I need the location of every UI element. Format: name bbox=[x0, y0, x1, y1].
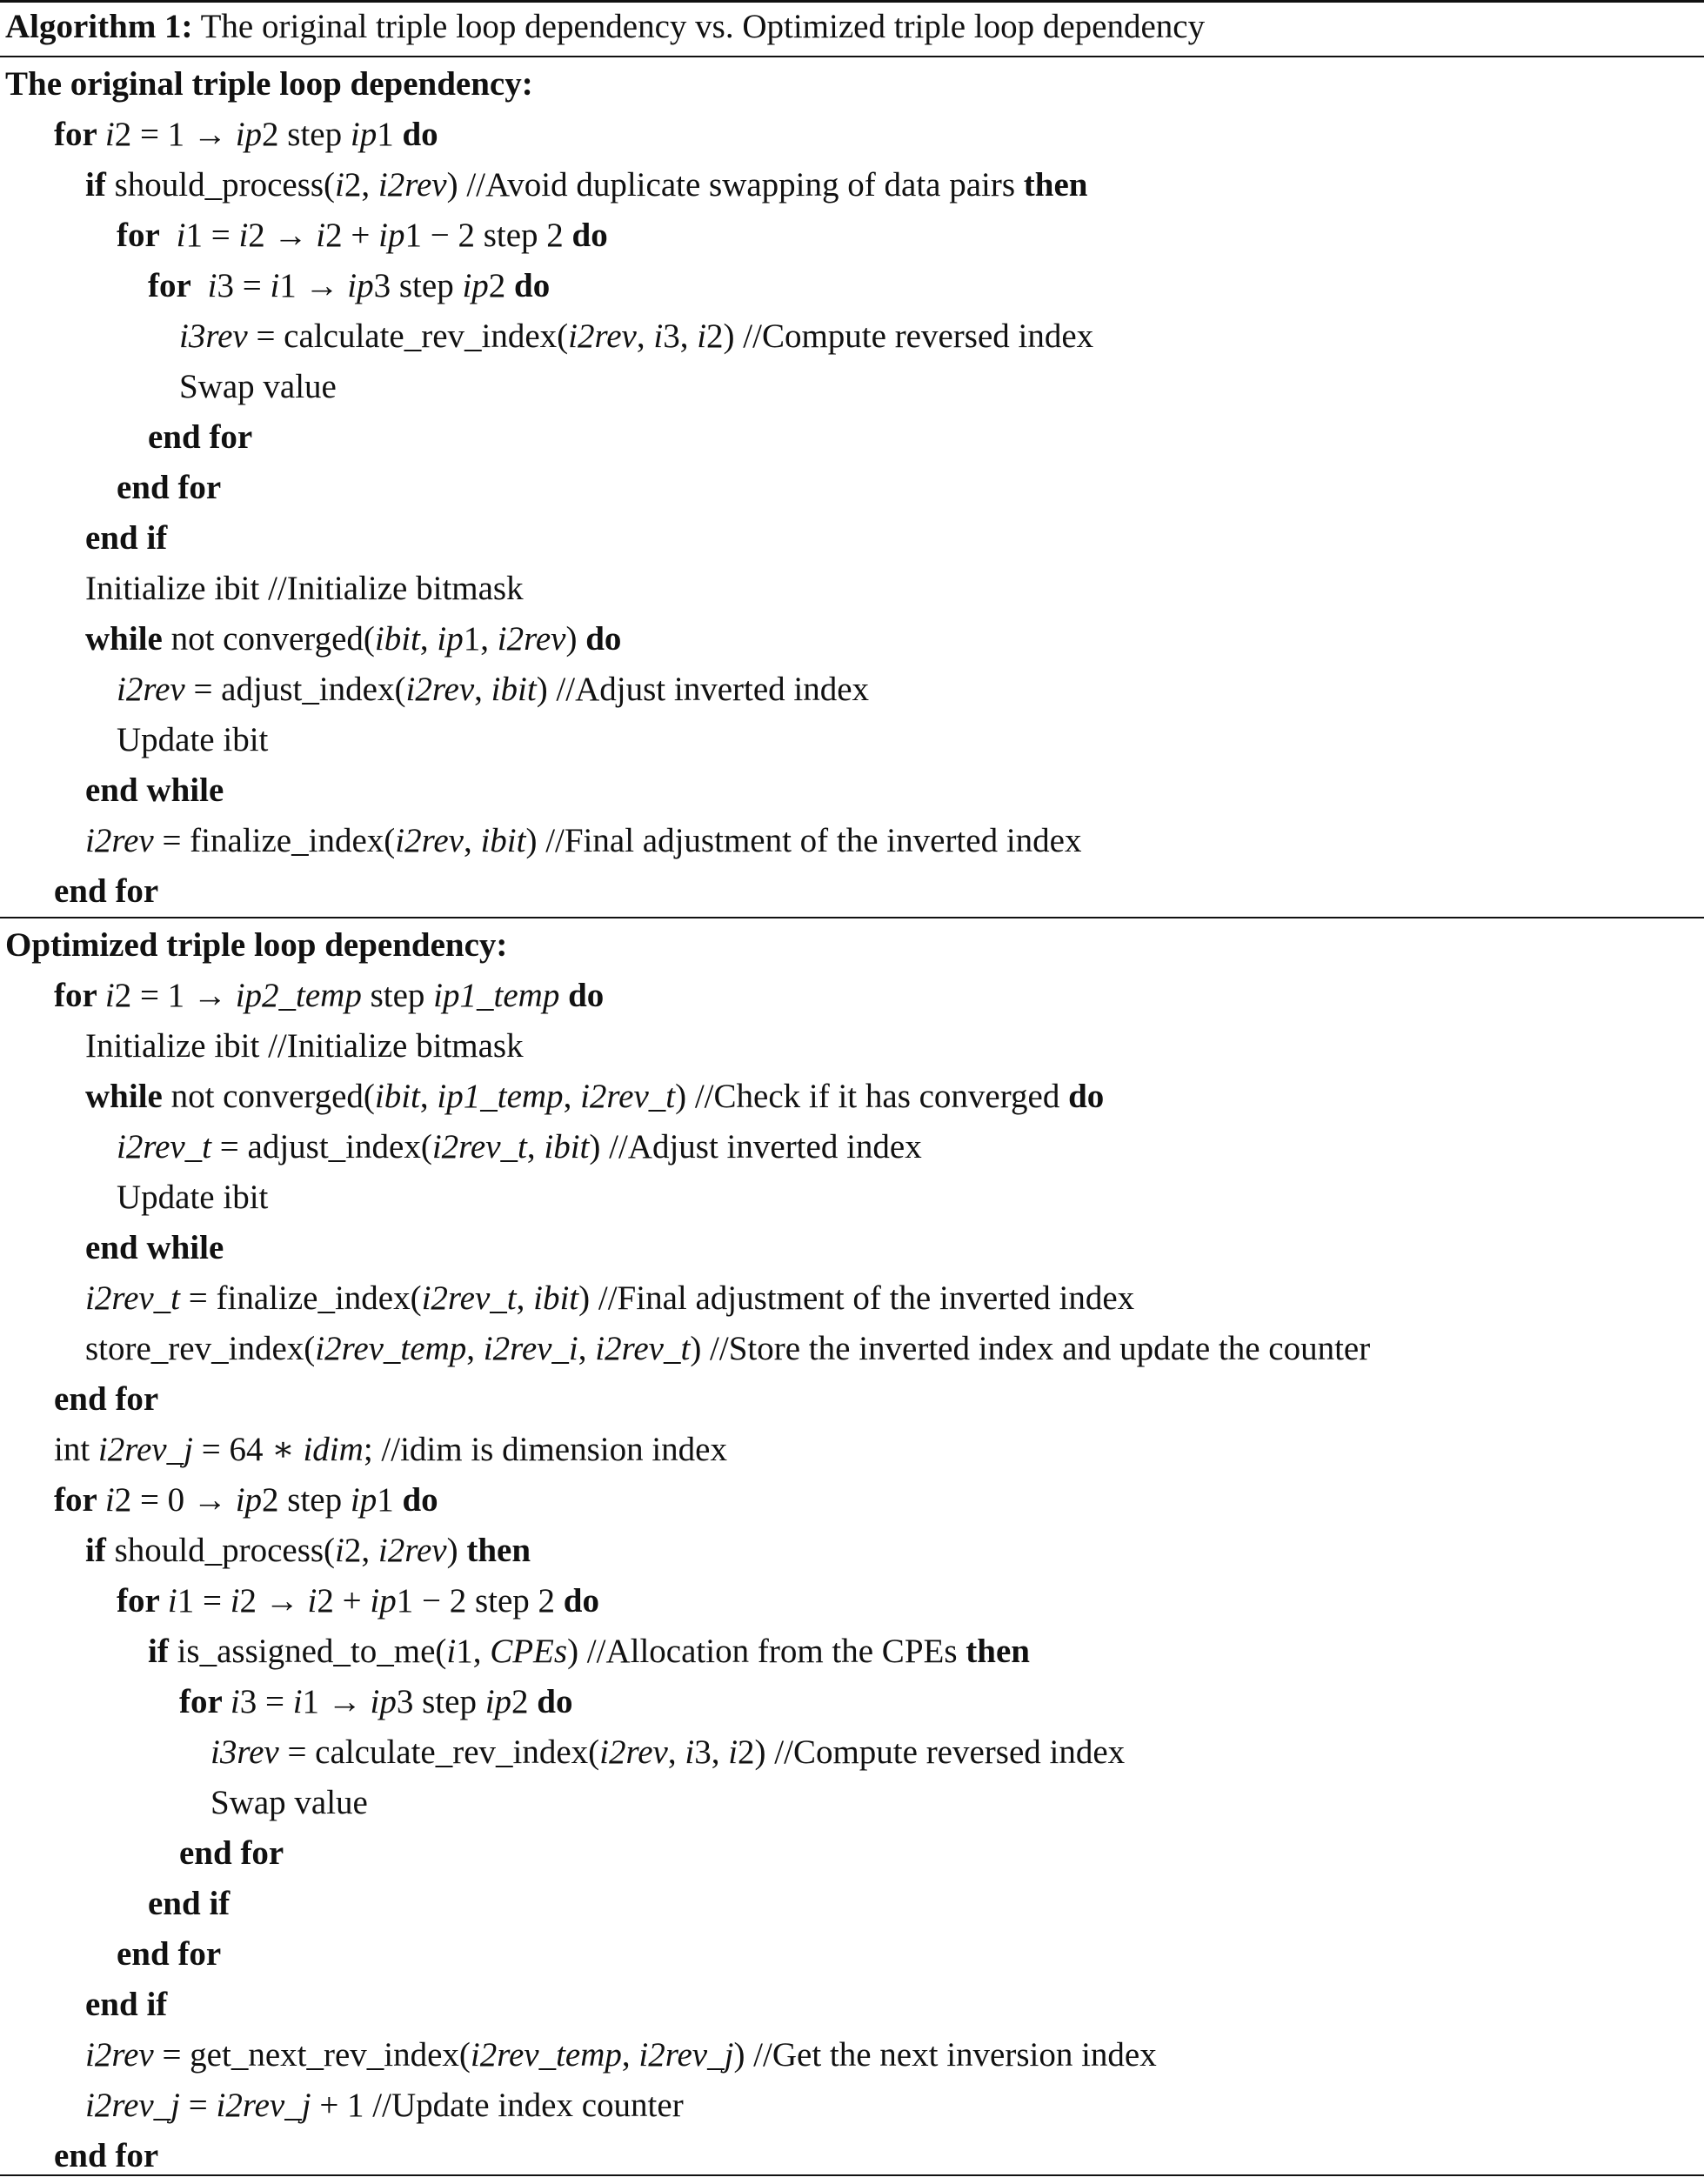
keyword: do bbox=[568, 977, 605, 1014]
variable: i bbox=[230, 1582, 240, 1620]
keyword: end for bbox=[117, 1935, 222, 1973]
variable: i2rev_t bbox=[431, 1128, 527, 1165]
code-fragment: 2 bbox=[488, 267, 515, 304]
code-fragment: 2) //Compute reversed index bbox=[738, 1733, 1126, 1771]
code-fragment: 1 − 2 step 2 bbox=[396, 1582, 564, 1620]
bottom-rule bbox=[0, 2174, 1704, 2176]
code-fragment: , bbox=[563, 1078, 581, 1115]
variable: ip bbox=[370, 1582, 397, 1620]
keyword: if bbox=[85, 166, 115, 204]
code-fragment: 2 → bbox=[239, 1582, 308, 1620]
variable: i2rev_t bbox=[580, 1078, 676, 1115]
code-fragment: should_process( bbox=[114, 1532, 336, 1569]
code-fragment: 1 → bbox=[279, 267, 348, 304]
code-fragment: 3 = bbox=[239, 1683, 293, 1720]
optimized-section-title: Optimized triple loop dependency: bbox=[5, 926, 508, 964]
code-fragment: Swap value bbox=[210, 1784, 368, 1821]
variable: i2rev bbox=[85, 822, 154, 859]
keyword: do bbox=[402, 1481, 438, 1519]
code-fragment: 2 + bbox=[325, 217, 379, 254]
code-fragment: = finalize_index( bbox=[180, 1279, 422, 1317]
code-text bbox=[85, 2030, 1157, 2080]
variable: i bbox=[104, 977, 115, 1014]
variable: i3rev bbox=[179, 317, 248, 355]
variable: i2rev_i bbox=[483, 1330, 578, 1367]
code-text bbox=[148, 412, 252, 463]
code-text bbox=[117, 665, 869, 715]
code-fragment: = get_next_rev_index( bbox=[153, 2036, 471, 2074]
variable: CPEs bbox=[490, 1633, 568, 1670]
variable: ip bbox=[350, 1481, 378, 1519]
keyword: do bbox=[1068, 1078, 1105, 1115]
keyword: end for bbox=[54, 872, 159, 910]
code-text bbox=[85, 160, 1087, 210]
keyword: end for bbox=[54, 2137, 159, 2174]
code-fragment: ) //Final adjustment of the inverted index bbox=[525, 822, 1082, 859]
code-text bbox=[85, 1072, 1104, 1122]
code-text bbox=[85, 1324, 1370, 1374]
variable: ibit bbox=[533, 1279, 579, 1317]
code-text bbox=[54, 1425, 727, 1475]
code-text bbox=[85, 1980, 167, 2030]
code-fragment: 2 + bbox=[317, 1582, 371, 1620]
variable: i2rev bbox=[599, 1733, 668, 1771]
code-fragment: ) //Adjust inverted index bbox=[589, 1128, 922, 1165]
keyword: end if bbox=[85, 519, 168, 557]
variable: ibit bbox=[480, 822, 526, 859]
code-fragment: ) //Avoid duplicate swapping of data pairs bbox=[446, 166, 1024, 204]
variable: i bbox=[685, 1733, 695, 1771]
code-fragment: 3, bbox=[694, 1733, 729, 1771]
keyword: do bbox=[585, 620, 622, 658]
code-fragment: Update ibit bbox=[117, 1179, 269, 1216]
code-text bbox=[179, 311, 1093, 362]
code-fragment: 2 → bbox=[248, 217, 317, 254]
code-text bbox=[85, 1273, 1134, 1324]
variable: i2rev bbox=[117, 671, 185, 708]
variable: ip bbox=[370, 1683, 397, 1720]
keyword: do bbox=[537, 1683, 573, 1720]
keyword: end while bbox=[85, 771, 224, 809]
code-fragment: = adjust_index( bbox=[184, 671, 406, 708]
code-text bbox=[54, 1374, 158, 1425]
code-fragment: , bbox=[419, 620, 438, 658]
keyword: do bbox=[571, 217, 608, 254]
code-fragment: 2 step bbox=[262, 116, 351, 153]
code-fragment: Initialize ibit //Initialize bitmask bbox=[85, 1027, 524, 1065]
keyword: if bbox=[148, 1633, 177, 1670]
keyword: end for bbox=[117, 469, 222, 506]
code-fragment: = calculate_rev_index( bbox=[247, 317, 569, 355]
code-text bbox=[179, 1677, 573, 1727]
variable: i2rev bbox=[378, 1532, 447, 1569]
code-fragment: is_assigned_to_me( bbox=[177, 1633, 447, 1670]
code-fragment: = calculate_rev_index( bbox=[278, 1733, 600, 1771]
code-fragment: 1 bbox=[377, 116, 403, 153]
variable: i bbox=[697, 317, 707, 355]
original-section-title: The original triple loop dependency: bbox=[5, 65, 533, 103]
variable: i bbox=[104, 1481, 115, 1519]
code-fragment: Swap value bbox=[179, 368, 337, 405]
variable: ip bbox=[437, 620, 464, 658]
code-text bbox=[85, 765, 224, 816]
keyword: then bbox=[1023, 166, 1088, 204]
variable: i bbox=[292, 1683, 303, 1720]
variable: i2rev bbox=[568, 317, 637, 355]
code-text bbox=[117, 1122, 922, 1172]
code-fragment: Update ibit bbox=[117, 721, 269, 758]
keyword: then bbox=[966, 1633, 1030, 1670]
code-text bbox=[210, 1778, 368, 1828]
code-fragment: , bbox=[526, 1128, 545, 1165]
code-text bbox=[54, 971, 604, 1021]
code-fragment: 3 = bbox=[217, 267, 271, 304]
code-text bbox=[54, 110, 438, 160]
code-fragment: , bbox=[463, 822, 481, 859]
keyword: end if bbox=[148, 1885, 231, 1922]
code-text bbox=[85, 2080, 684, 2131]
code-text bbox=[148, 1879, 230, 1929]
keyword: end for bbox=[54, 1380, 159, 1418]
variable: i bbox=[335, 166, 344, 204]
code-text bbox=[85, 564, 524, 614]
keyword: end if bbox=[85, 1986, 168, 2023]
code-fragment: , bbox=[419, 1078, 438, 1115]
code-fragment: 1, bbox=[463, 620, 498, 658]
code-fragment: , bbox=[621, 2036, 639, 2074]
variable: i2rev_t bbox=[421, 1279, 517, 1317]
code-text bbox=[54, 866, 158, 917]
keyword: end for bbox=[148, 418, 253, 456]
variable: i2rev bbox=[497, 620, 566, 658]
code-fragment: , bbox=[466, 1330, 484, 1367]
code-fragment: ) //Check if it has converged bbox=[675, 1078, 1069, 1115]
code-text bbox=[117, 715, 268, 765]
code-fragment: , bbox=[667, 1733, 685, 1771]
keyword: for bbox=[179, 1683, 231, 1720]
code-text bbox=[85, 1526, 531, 1576]
keyword: for bbox=[54, 1481, 105, 1519]
code-fragment: = adjust_index( bbox=[211, 1128, 432, 1165]
keyword: if bbox=[85, 1532, 115, 1569]
variable: i bbox=[653, 317, 664, 355]
caption-text: The original triple loop dependency vs. Optimized triple loop dependency bbox=[192, 8, 1206, 45]
code-fragment: 2 = 1 → bbox=[114, 116, 236, 153]
keyword: for bbox=[117, 217, 177, 254]
code-fragment: 2 step bbox=[262, 1481, 351, 1519]
code-text bbox=[179, 1828, 284, 1879]
variable: ibit bbox=[544, 1128, 590, 1165]
variable: i2rev_j bbox=[85, 2087, 181, 2124]
variable: i2rev_t bbox=[117, 1128, 212, 1165]
section-divider-rule bbox=[0, 917, 1704, 918]
variable: ip1_temp bbox=[437, 1078, 564, 1115]
keyword: do bbox=[402, 116, 438, 153]
variable: i2rev bbox=[395, 822, 464, 859]
variable: i2rev_j bbox=[216, 2087, 311, 2124]
variable: ip bbox=[235, 116, 263, 153]
code-fragment: = 64 ∗ bbox=[192, 1431, 304, 1468]
code-fragment: 1, bbox=[456, 1633, 491, 1670]
keyword: end for bbox=[179, 1834, 284, 1872]
variable: ip2_temp bbox=[235, 977, 362, 1014]
variable: i bbox=[230, 1683, 240, 1720]
code-fragment: not converged( bbox=[170, 1078, 375, 1115]
code-fragment: 2 = 0 → bbox=[114, 1481, 236, 1519]
code-fragment: ) //Final adjustment of the inverted index bbox=[578, 1279, 1135, 1317]
code-text bbox=[54, 1475, 438, 1526]
variable: ip bbox=[235, 1481, 263, 1519]
caption-rule bbox=[0, 56, 1704, 57]
variable: i bbox=[446, 1633, 457, 1670]
algorithm-caption bbox=[5, 2, 1205, 52]
code-fragment: 1 bbox=[377, 1481, 403, 1519]
code-fragment: ) //Get the next inversion index bbox=[733, 2036, 1157, 2074]
code-fragment: ) bbox=[446, 1532, 467, 1569]
variable: i bbox=[307, 1582, 317, 1620]
variable: i bbox=[104, 116, 115, 153]
variable: i2rev_j bbox=[638, 2036, 734, 2074]
keyword: for bbox=[54, 977, 105, 1014]
code-text bbox=[85, 816, 1081, 866]
code-fragment: = bbox=[180, 2087, 217, 2124]
code-fragment: 1 = bbox=[177, 1582, 231, 1620]
variable: i bbox=[316, 217, 326, 254]
variable: i bbox=[728, 1733, 738, 1771]
variable: idim bbox=[303, 1431, 364, 1468]
keyword: then bbox=[466, 1532, 531, 1569]
code-fragment: , bbox=[474, 671, 491, 708]
code-fragment: 3 step bbox=[373, 267, 463, 304]
code-text bbox=[148, 1626, 1030, 1677]
code-text bbox=[85, 1223, 224, 1273]
code-fragment: 2) //Compute reversed index bbox=[706, 317, 1094, 355]
variable: ip bbox=[462, 267, 489, 304]
keyword: while bbox=[85, 1078, 171, 1115]
variable: i2rev_t bbox=[85, 1279, 181, 1317]
variable: ip bbox=[378, 217, 405, 254]
variable: i bbox=[176, 217, 186, 254]
code-fragment: 3, bbox=[663, 317, 698, 355]
variable: i2rev_temp bbox=[470, 2036, 622, 2074]
code-fragment: step bbox=[361, 977, 434, 1014]
code-fragment: Initialize ibit //Initialize bitmask bbox=[85, 570, 524, 607]
variable: ip bbox=[350, 116, 378, 153]
code-fragment: 1 → bbox=[302, 1683, 371, 1720]
code-fragment: , bbox=[636, 317, 654, 355]
caption-label: Algorithm 1: bbox=[5, 8, 193, 45]
code-text bbox=[210, 1727, 1125, 1778]
code-text bbox=[117, 1576, 599, 1626]
code-fragment: 2 bbox=[511, 1683, 538, 1720]
code-text bbox=[117, 463, 221, 513]
code-text bbox=[85, 513, 167, 564]
code-fragment: , bbox=[578, 1330, 596, 1367]
code-text bbox=[117, 210, 608, 261]
code-text bbox=[85, 1021, 524, 1072]
code-fragment: 2 = 1 → bbox=[114, 977, 236, 1014]
code-fragment: + 1 //Update index counter bbox=[311, 2087, 684, 2124]
code-fragment bbox=[559, 977, 568, 1014]
keyword: end while bbox=[85, 1229, 224, 1266]
code-fragment: store_rev_index( bbox=[85, 1330, 316, 1367]
variable: i3rev bbox=[210, 1733, 279, 1771]
variable: ibit bbox=[374, 620, 420, 658]
variable: i bbox=[238, 217, 249, 254]
variable: ip bbox=[347, 267, 374, 304]
code-fragment: int bbox=[54, 1431, 98, 1468]
keyword: for bbox=[148, 267, 208, 304]
code-fragment: 1 = bbox=[185, 217, 239, 254]
variable: i2rev_t bbox=[595, 1330, 691, 1367]
code-text bbox=[117, 1172, 268, 1223]
variable: i2rev bbox=[378, 166, 447, 204]
code-text bbox=[148, 261, 550, 311]
code-text bbox=[117, 1929, 221, 1980]
code-fragment: should_process( bbox=[114, 166, 336, 204]
keyword: for bbox=[117, 1582, 168, 1620]
variable: ibit bbox=[374, 1078, 420, 1115]
keyword: for bbox=[54, 116, 105, 153]
variable: i bbox=[167, 1582, 177, 1620]
variable: i bbox=[335, 1532, 344, 1569]
variable: i2rev_j bbox=[97, 1431, 193, 1468]
variable: ip1_temp bbox=[433, 977, 560, 1014]
code-fragment: 1 − 2 step 2 bbox=[404, 217, 572, 254]
code-fragment: 2, bbox=[344, 166, 378, 204]
code-fragment: ; //idim is dimension index bbox=[363, 1431, 727, 1468]
code-fragment: ) bbox=[565, 620, 586, 658]
code-fragment: ) //Store the inverted index and update the counter bbox=[690, 1330, 1371, 1367]
code-fragment: 2, bbox=[344, 1532, 378, 1569]
variable: i2rev bbox=[405, 671, 475, 708]
variable: ibit bbox=[491, 671, 537, 708]
code-fragment: ) //Adjust inverted index bbox=[536, 671, 870, 708]
keyword: while bbox=[85, 620, 171, 658]
code-text bbox=[85, 614, 621, 665]
code-text bbox=[179, 362, 337, 412]
code-fragment: ) //Allocation from the CPEs bbox=[567, 1633, 966, 1670]
variable: i bbox=[207, 267, 217, 304]
code-fragment: , bbox=[516, 1279, 534, 1317]
keyword: do bbox=[514, 267, 551, 304]
keyword: do bbox=[563, 1582, 599, 1620]
variable: i2rev_temp bbox=[315, 1330, 467, 1367]
variable: ip bbox=[484, 1683, 512, 1720]
variable: i2rev bbox=[85, 2036, 154, 2074]
variable: i bbox=[270, 267, 280, 304]
code-fragment: 3 step bbox=[396, 1683, 485, 1720]
code-fragment: not converged( bbox=[170, 620, 375, 658]
code-fragment: = finalize_index( bbox=[153, 822, 396, 859]
